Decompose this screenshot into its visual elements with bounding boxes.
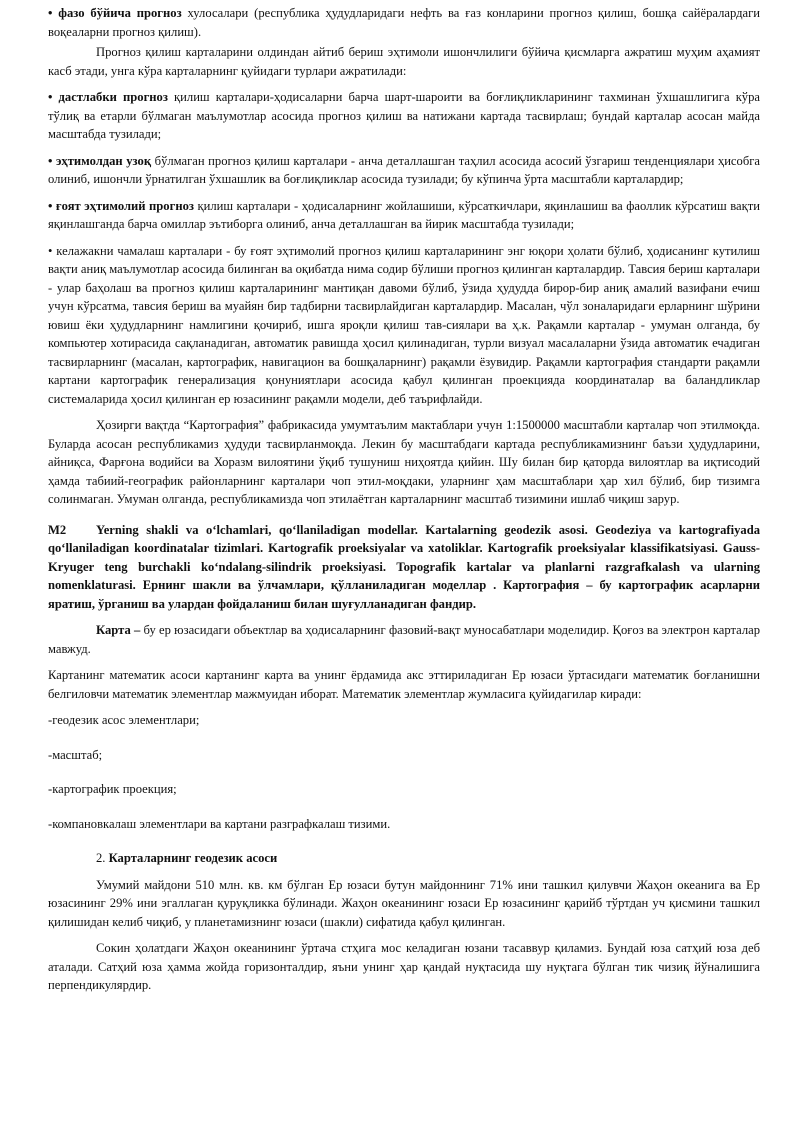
module-heading: [48, 521, 760, 614]
list-item: -компановкалаш элементлари ва картани разграфкалаш тизими.: [48, 816, 391, 831]
mathematical-basis-paragraph: Картанинг математик асоси картанинг карта ва унинг ёрдамида акс эттириладиган Ер юзаси ўртасидаги математик боғланишни белгиловчи математик элементлар мажмуидан иборат. Математик элементлар жумласига қуйидагилар киради:: [48, 668, 760, 701]
section-heading: [48, 849, 760, 868]
term-bold: Карта –: [96, 623, 141, 637]
forecast-space-paragraph: • фазо бўйича прогноз хулосалари (республика ҳудудларидаги нефть ва ғаз конларини прогноз қилиш, бошқа сайёралардаги воқеаларни прогноз қилиш).: [48, 6, 760, 39]
level-surface-paragraph: Сокин ҳолатдаги Жаҳон океанининг ўртача стҳига мос келадиган юзани тасаввур қиламиз. Бундай юза сатҳий юза деб аталади. Сатҳий юза ҳамма жойда горизонталдир, яъни унинг ҳар қандай нуқтасида шу нуқтага бўлган тик чизиқ йўналишига перпендикулярдир.: [48, 941, 760, 992]
future-maps-paragraph: • келажакни чамалаш карталари - бу ғоят эҳтимолий прогноз қилиш карталарининг энг юқори ҳолати бўлиб, ҳодисанинг кутилиш вақти аниқ маълумотлар асосида билинган ва оқибатда нима содир бўлиши прогноз қилинган карталардир. Тавсия бериш карталари - улар баҳолаш ва прогноз қилиш карталарининг мантиқан давоми бўлиб, ўзида ҳудудда бирор-бир аниқ амалий вазифани ечиш учун кўрсатма, тавсия бериш ва муайян бир тадбирни тасвирлайдиган карталардир. Масалан, чўл зоналаридаги ерларнинг шўрини ювиш ёки ҳудудларнинг намлигини қочириб, ишга яроқли қилиш тав-сиялари ва ҳ.к. Рақамли карталар - умуман олганда, бу компьютер хотирасида сақланадиган, автоматик равишда ҳосил қилинадиган, турли визуал масалаларни ўзида автоматик ечадиган тасвирларнинг (масалан, картографик, навигацион ва бошқаларнинг) рақамли ёзувидир. Рақамли картография стандарти рақамли картани картографик генерализация қонуниятлари асосида қабул қилинган проекцияда координаталар ва баландликлар системаларида ҳосил қилинган ер юзасининг рақамли модели, деб таърифлайди.: [48, 243, 760, 406]
term-bold: • фазо бўйича прогноз: [48, 6, 182, 20]
probable-forecast-paragraph: • эҳтимолдан узоқ бўлмаган прогноз қилиш карталари - анча деталлашган таҳлил асосида асосий ўзгариш тенденциялари ҳисобга олиниб, ишончли ўрнатилган ўхшашлик ва боғлиқликлар асосида тузилади; бу кўпинча ўрта масштабли карталардир;: [48, 153, 760, 186]
cartography-factory-paragraph: Ҳозирги вақтда “Картография” фабрикасида умумтаълим мактаблари учун 1:1500000 масштабли карталар чоп этилмоқда. Буларда асосан республикамиз ҳудуди тасвирланмоқда. Лекин бу масштабдаги картада республикамизнинг баъзи ҳудудларини, айниқса, Фарғона водийси ва Хоразм вилоятини ўқиб тушуниш ниҳоятда қийин. Шу билан бир қаторда вилоятлар ва иқтисодий ҳамда табиий-географик районларнинг карталари чоп этил-моқдаки, уларнинг ҳам масштаблари ҳар хил бўлиб, бир тизимга солинмаган. Умуман олганда, республикамизда чоп этилаётган карталарнинг масштаб тизимини ишлаб чиқиш зарур.: [48, 418, 760, 506]
term-bold: • дастлабки прогноз: [48, 90, 168, 104]
earth-surface-paragraph: Умумий майдони 510 млн. кв. км бўлган Ер юзаси бутун майдоннинг 71% ини ташкил қилувчи Жаҳон океанига ва Ер юзасининг 29% ини эгаллаган қуруқликка бўлинади. Жаҳон океанининг юзаси Ер юзасининг қарийб тўртдан уч қисмини ташкил қилишидан келиб чиқиб, у планетамизнинг юзаси (шакли) сифатида қабул қилинган.: [48, 877, 760, 929]
section-number: 2.: [96, 851, 109, 865]
forecast-reliability-paragraph: Прогноз қилиш карталарини олдиндан айтиб бериш эҳтимоли ишончлилиги бўйича қисмларга ажратиш муҳим аҳамият касб этади, унга кўра карталарнинг қуйидаги турлари ажратилади:: [48, 45, 760, 78]
list-item: -геодезик асос элементлари;: [48, 713, 200, 727]
module-title: Yerning shakli va oʻlchamlari, qoʻllaniladigan modellar. Kartalarning geodezik asosi. Geodeziya va kartografiyada qoʻllaniladigan koordinatalar tizimlari. Kartografik proeksiyalar va xatoliklar. Kartografik proeksiyalar klassifikatsiyasi. Gauss-Kryuger teng burchakli koʻndalang-silindrik proeksiyasi. Topografik kartalar va planlarni razgrafkalash va ularning nomenklaturasi. Ернинг шакли ва ўлчамлари, қўлланиладиган моделлар . Картография – бу картографик асарларни яратиш, ўрганиш ва улардан фойдаланиш билан шуғулланадиган фандир.: [48, 522, 760, 611]
term-bold: • эҳтимолдан узоқ: [48, 153, 152, 168]
preliminary-forecast-paragraph: • дастлабки прогноз қилиш карталари-ҳодисаларни барча шарт-шароити ва боғлиқликларининг тахминан ўхшашлигига кўра тўлиқ ва етарли бўлмаган маълумотлар асосида прогноз қилиш ва натижани картада тасвирлаш; бундай карталар асосан майда масштабда тузилади;: [48, 90, 760, 141]
list-item: -масштаб;: [48, 747, 103, 762]
highly-probable-forecast-paragraph: • ғоят эҳтимолий прогноз қилиш карталари - ҳодисаларнинг жойлашиши, кўрсаткичлари, яқинлашиш ва фаоллик кўрсатиш вақти яқинлашганда барча омиллар эътиборга олиниб, анча деталлашган ва йирик масштабда тузилади;: [48, 198, 760, 231]
map-definition-paragraph: Карта – бу ер юзасидаги объектлар ва ҳодисаларнинг фазовий-вақт муносабатлари моделидир. Қоғоз ва электрон карталар мавжуд.: [48, 623, 760, 656]
section-title: Карталарнинг геодезик асоси: [108, 851, 278, 865]
term-bold: • ғоят эҳтимолий прогноз: [48, 198, 194, 213]
module-code: M2: [48, 522, 67, 537]
list-item: -картографик проекция;: [48, 782, 177, 796]
document-page: [48, 4, 760, 1003]
